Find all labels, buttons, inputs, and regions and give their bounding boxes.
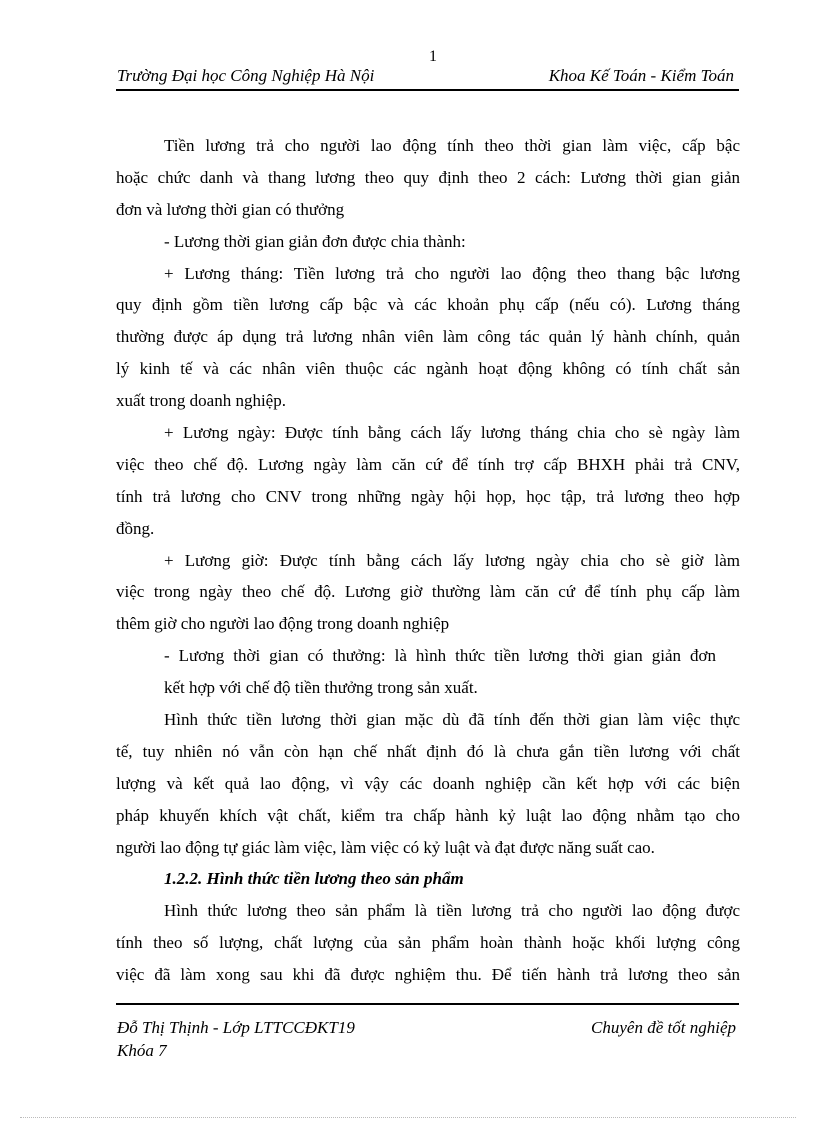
body-line: - Lương thời gian có thưởng: là hình thức tiền lương thời gian giản đơn: [164, 646, 716, 666]
header-school-name: Trường Đại học Công Nghiệp Hà Nội: [117, 66, 375, 85]
body-line: Hình thức tiền lương thời gian mặc dù đã tính đến thời gian làm việc thực: [164, 710, 740, 730]
body-line: đồng.: [116, 518, 155, 538]
header-faculty-name: Khoa Kế Toán - Kiểm Toán: [548, 66, 734, 85]
body-line: tính theo số lượng, chất lượng của sản phẩm hoàn thành hoặc khối lượng công: [116, 933, 740, 953]
body-line: tế, tuy nhiên nó vẫn còn hạn chế nhất định đó là chưa gắn tiền lương với chất: [116, 741, 740, 761]
body-line: - Lương thời gian giản đơn được chia thành:: [164, 231, 466, 251]
body-line: + Lương giờ: Được tính bằng cách lấy lương ngày chia cho sè giờ làm: [164, 550, 740, 570]
footer-document-type: Chuyên đề tốt nghiệp: [591, 1018, 736, 1037]
body-line: người lao động tự giác làm việc, làm việc có kỷ luật và đạt được năng suất cao.: [116, 837, 655, 857]
page-number: 1: [429, 48, 437, 65]
body-line: Tiền lương trả cho người lao động tính theo thời gian làm việc, cấp bậc: [164, 136, 740, 155]
document-body: [116, 130, 740, 991]
section-heading: 1.2.2. Hình thức tiền lương theo sản phẩm: [164, 869, 464, 889]
body-line: đơn và lương thời gian có thưởng: [116, 199, 345, 219]
body-line: tính trả lương cho CNV trong những ngày hội họp, học tập, trả lương theo hợp: [116, 486, 740, 506]
footer-divider: [116, 1003, 739, 1005]
body-line: quy định gồm tiền lương cấp bậc và các khoản phụ cấp (nếu có). Lương tháng: [116, 295, 740, 315]
body-line: việc trong ngày theo chế độ. Lương giờ thường làm căn cứ để tính phụ cấp làm: [116, 582, 740, 602]
body-line: pháp khuyến khích vật chất, kiểm tra chấp hành kỷ luật lao động nhằm tạo cho: [116, 805, 740, 825]
body-line: việc theo chế độ. Lương ngày làm căn cứ để tính trợ cấp BHXH phải trả CNV,: [116, 454, 740, 474]
body-line: thường được áp dụng trả lương nhân viên làm công tác quản lý hành chính, quản: [116, 327, 740, 347]
footer-author: Đỗ Thị Thịnh - Lớp LTTCCĐKT19: [117, 1018, 355, 1037]
body-line: + Lương ngày: Được tính bằng cách lấy lương tháng chia cho sè ngày làm: [164, 423, 740, 443]
body-line: việc đã làm xong sau khi đã được nghiệm thu. Để tiến hành trả lương theo sản: [116, 965, 740, 985]
body-line: Hình thức lương theo sản phẩm là tiền lương trả cho người lao động được: [164, 901, 740, 921]
footer-course: Khóa 7: [117, 1041, 167, 1060]
body-line: lượng và kết quả lao động, vì vậy các doanh nghiệp cần kết hợp với các biện: [116, 773, 740, 793]
body-line: kết hợp với chế độ tiền thưởng trong sản xuất.: [164, 678, 478, 698]
body-line: hoặc chức danh và thang lương theo quy định theo 2 cách: Lương thời gian giản: [116, 167, 740, 187]
header-divider: [116, 89, 739, 91]
body-line: thêm giờ cho người lao động trong doanh nghiệp: [116, 614, 450, 634]
body-line: xuất trong doanh nghiệp.: [116, 391, 286, 411]
body-line: lý kinh tế và các nhân viên thuộc các ngành hoạt động không có tính chất sản: [116, 359, 740, 379]
body-line: + Lương tháng: Tiền lương trả cho người lao động theo thang bậc lương: [164, 263, 740, 283]
page-break-line: [20, 1117, 796, 1118]
